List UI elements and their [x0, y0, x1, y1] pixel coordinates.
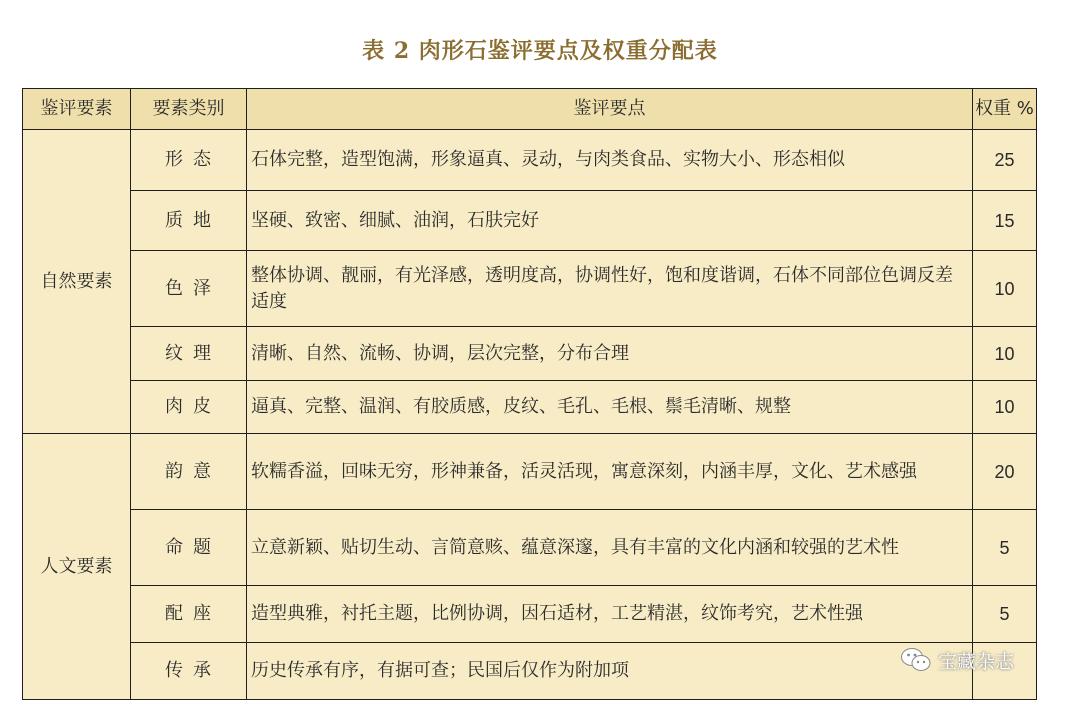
type-cell: 配座	[131, 586, 247, 643]
watermark-text: 宝藏杂志	[938, 650, 1015, 673]
header-category: 鉴评要素	[23, 89, 131, 130]
point-cell: 石体完整，造型饱满，形象逼真、灵动，与肉类食品、实物大小、形态相似	[247, 130, 973, 191]
wechat-icon	[900, 646, 932, 674]
table-row	[23, 251, 1037, 327]
point-cell: 逼真、完整、温润、有胶质感，皮纹、毛孔、毛根、鬃毛清晰、规整	[247, 381, 973, 434]
watermark	[900, 646, 1014, 674]
weight-cell: 25	[973, 130, 1037, 191]
weight-cell: 5	[973, 510, 1037, 586]
header-weight: 权重 %	[973, 89, 1037, 130]
table-row	[23, 381, 1037, 434]
point-cell: 立意新颖、贴切生动、言简意赅、蕴意深邃，具有丰富的文化内涵和较强的艺术性	[247, 510, 973, 586]
weight-cell: 10	[973, 381, 1037, 434]
type-cell: 命题	[131, 510, 247, 586]
weight-cell: 5	[973, 586, 1037, 643]
table-title: 表 2 肉形石鉴评要点及权重分配表	[362, 38, 718, 64]
table-row	[23, 434, 1037, 510]
table-row	[23, 510, 1037, 586]
point-cell: 软糯香溢，回味无穷，形神兼备，活灵活现，寓意深刻，内涵丰厚，文化、艺术感强	[247, 434, 973, 510]
point-cell: 造型典雅，衬托主题，比例协调，因石适材，工艺精湛，纹饰考究，艺术性强	[247, 586, 973, 643]
table-row	[23, 327, 1037, 381]
point-cell: 历史传承有序，有据可查；民国后仅作为附加项	[247, 643, 973, 700]
type-cell: 形态	[131, 130, 247, 191]
table-row	[23, 191, 1037, 251]
type-cell: 肉皮	[131, 381, 247, 434]
type-cell: 韵意	[131, 434, 247, 510]
point-cell: 整体协调、靓丽，有光泽感，透明度高，协调性好，饱和度谐调，石体不同部位色调反差适度	[247, 251, 973, 327]
table-row	[23, 130, 1037, 191]
category-cell: 自然要素	[23, 130, 131, 434]
header-type: 要素类别	[131, 89, 247, 130]
weight-cell: 10	[973, 251, 1037, 327]
point-cell: 清晰、自然、流畅、协调，层次完整，分布合理	[247, 327, 973, 381]
table-header-row	[23, 89, 1037, 130]
table-row	[23, 643, 1037, 700]
point-cell: 坚硬、致密、细腻、油润，石肤完好	[247, 191, 973, 251]
type-cell: 质地	[131, 191, 247, 251]
weight-cell: 15	[973, 191, 1037, 251]
weight-cell: 10	[973, 327, 1037, 381]
weight-cell: 20	[973, 434, 1037, 510]
type-cell: 纹理	[131, 327, 247, 381]
type-cell: 传承	[131, 643, 247, 700]
category-cell: 人文要素	[23, 434, 131, 700]
header-point: 鉴评要点	[247, 89, 973, 130]
evaluation-table	[22, 88, 1037, 700]
type-cell: 色泽	[131, 251, 247, 327]
table-row	[23, 586, 1037, 643]
